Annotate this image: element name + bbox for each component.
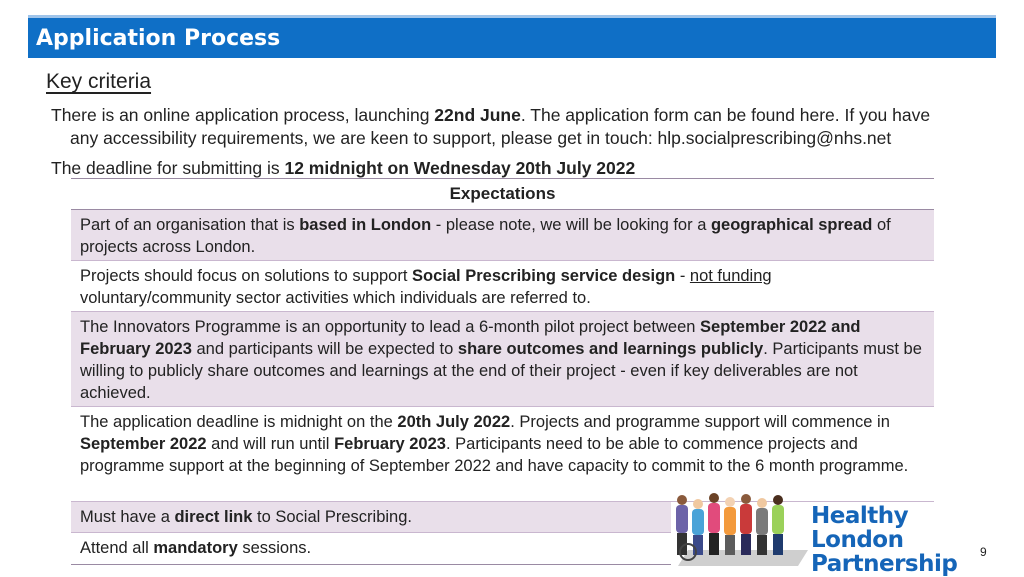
intro-text: . The application form can be found here. If you have [520,105,931,125]
row-text: and will run until [206,435,335,453]
row-text: The Innovators Programme is an opportunity to lead a 6-month pilot project between [80,318,701,336]
row-text: - please note, we will be looking for a [431,216,711,234]
row-emphasis: share outcomes and learnings publicly [457,340,764,358]
logo-line-2: Partnership [811,551,958,577]
healthy-london-partnership-logo [811,504,991,576]
table-row [71,210,934,261]
table-row [71,502,671,533]
row-emphasis: direct link [174,508,253,526]
row-text: of projects across London. [80,216,891,256]
row-emphasis: geographical spread [710,216,873,234]
row-text: to Social Prescribing. [252,508,412,526]
row-text: Attend all [80,539,154,557]
row-text: Must have a [80,508,175,526]
row-text: The application deadline is midnight on the [80,413,398,431]
title-bar [28,15,996,58]
section-subtitle: Key criteria [46,70,152,93]
row-text: Part of an organisation that is [80,216,300,234]
intro-text: There is an online application process, launching [51,105,435,125]
row-emphasis: September 2022 [80,435,207,453]
deadline-line [51,157,635,179]
row-text: sessions. [237,539,312,557]
row-emphasis: September 2022 and February 2023 [80,318,861,358]
people-illustration [668,490,808,566]
row-emphasis: 20th July 2022 [397,413,511,431]
row-emphasis: mandatory [153,539,238,557]
page-number: 9 [980,545,987,559]
row-underline: not funding [689,267,772,285]
intro-paragraph [51,104,1023,150]
row-text: . Participants must be willing to publicly share outcomes and learnings at the end of their project - even if key deliverables are not achieved. [80,340,922,402]
intro-line-1 [51,104,1023,127]
row-text: voluntary/community sector activities which individuals are referred to. [80,289,591,307]
row-text: . Projects and programme support will commence in [510,413,890,431]
table-row [71,533,671,565]
deadline-date: 12 midnight on Wednesday 20th July 2022 [284,158,636,178]
row-emphasis: Social Prescribing service design [412,267,676,285]
intro-line-2: any accessibility requirements, we are keen to support, please get in touch: hlp.socialprescribing@nhs.net [70,128,892,148]
row-text: and participants will be expected to [191,340,458,358]
row-text: . Participants need to be able to commence projects and programme support at the beginning of September 2022 and have capacity to commit to the 6 month programme. [80,435,909,475]
row-text: Projects should focus on solutions to support [80,267,413,285]
logo-line-1: Healthy London [811,503,909,553]
row-emphasis: February 2023 [334,435,446,453]
table-header: Expectations [71,179,934,210]
table-row [71,312,934,407]
person-figures [676,493,784,560]
page-title: Application Process [36,26,281,51]
row-emphasis: based in London [299,216,432,234]
row-text: - [675,267,690,285]
table-row [71,261,934,312]
launch-date: 22nd June [434,105,521,125]
deadline-text: The deadline for submitting is [51,158,285,178]
table-row [71,407,934,502]
